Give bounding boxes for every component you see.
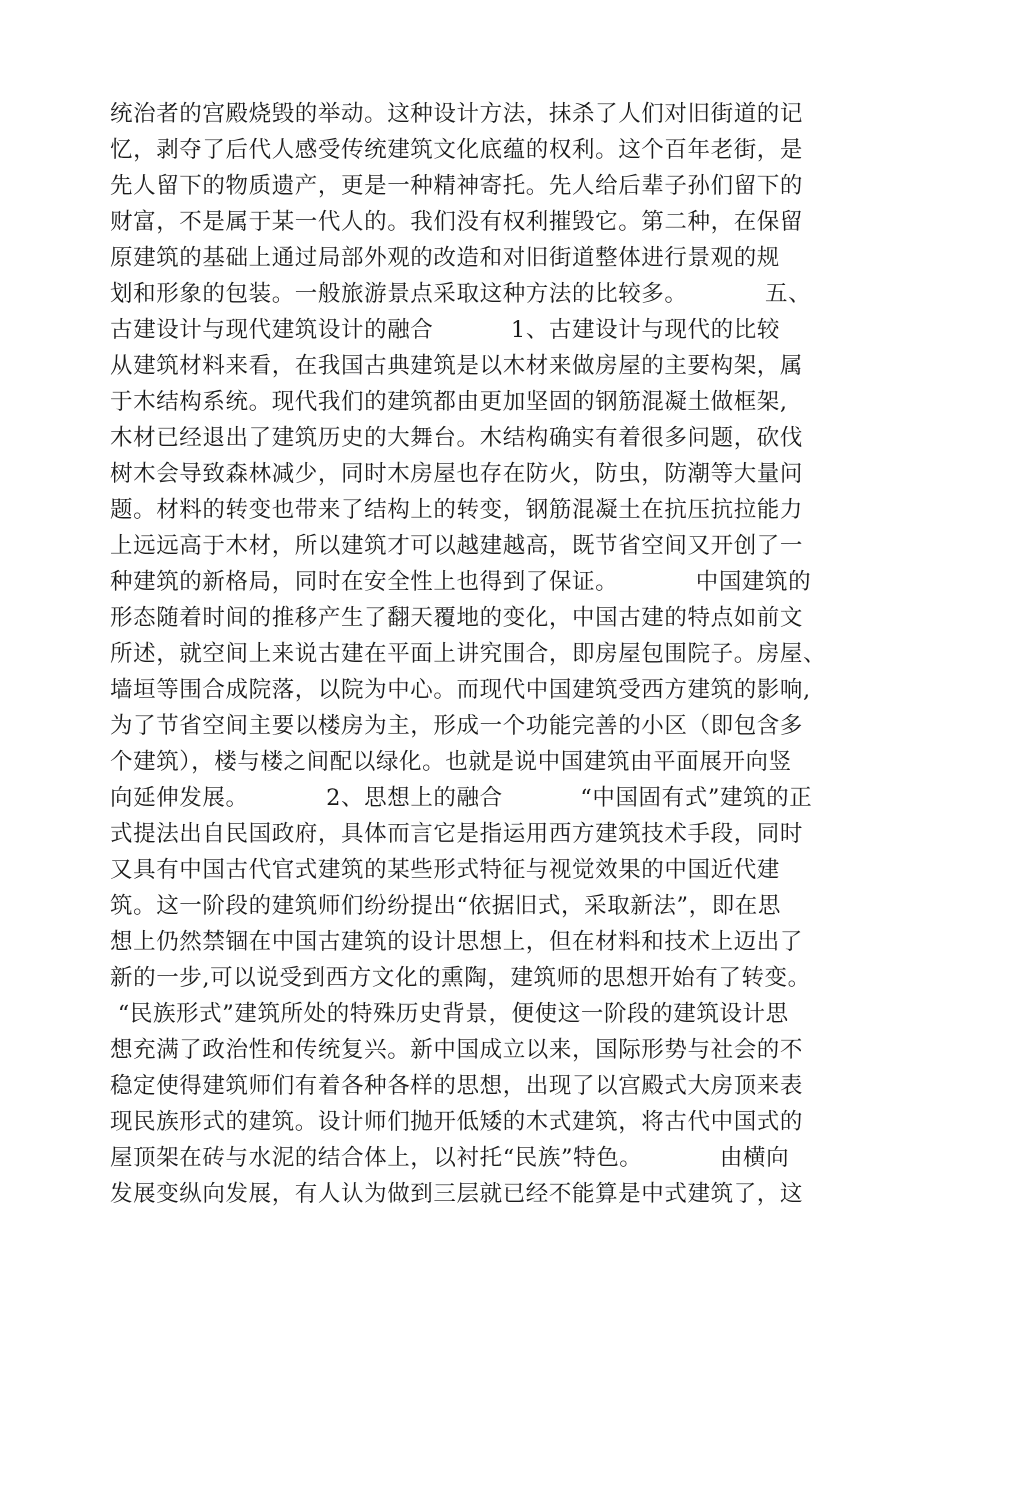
- text-line: 发展变纵向发展，有人认为做到三层就已经不能算是中式建筑了，这: [110, 1181, 804, 1207]
- text-line: 新的一步,可以说受到西方文化的熏陶，建筑师的思想开始有了转变。: [110, 965, 811, 991]
- text-line: 筑。这一阶段的建筑师们纷纷提出“依据旧式，采取新法”，即在思: [110, 893, 782, 919]
- text-line: 向延伸发展。 2、思想上的融合 “中国固有式”建筑的正: [110, 785, 813, 811]
- body-text: [110, 96, 930, 1212]
- text-line: 屋顶架在砖与水泥的结合体上，以衬托“民族”特色。 由横向: [110, 1145, 790, 1171]
- text-line: 题。材料的转变也带来了结构上的转变，钢筋混凝土在抗压抗拉能力: [110, 497, 804, 523]
- text-line: 稳定使得建筑师们有着各种各样的思想，出现了以宫殿式大房顶来表: [110, 1073, 804, 1099]
- text-line: 树木会导致森林减少，同时木房屋也存在防火，防虫，防潮等大量问: [110, 461, 804, 487]
- text-line: 所述，就空间上来说古建在平面上讲究围合，即房屋包围院子。房屋、: [110, 641, 827, 667]
- text-line: 忆，剥夺了后代人感受传统建筑文化底蕴的权利。这个百年老街，是: [110, 137, 804, 163]
- text-line: 木材已经退出了建筑历史的大舞台。木结构确实有着很多问题，砍伐: [110, 425, 804, 451]
- text-line: 想上仍然禁锢在中国古建筑的设计思想上，但在材料和技术上迈出了: [110, 929, 804, 955]
- text-line: 统治者的宫殿烧毁的举动。这种设计方法，抹杀了人们对旧街道的记: [110, 101, 804, 127]
- text-line: 上远远高于木材，所以建筑才可以越建越高，既节省空间又开创了一: [110, 533, 804, 559]
- text-line: “民族形式”建筑所处的特殊历史背景，便使这一阶段的建筑设计思: [110, 1001, 789, 1027]
- text-line: 古建设计与现代建筑设计的融合 1、古建设计与现代的比较: [110, 317, 780, 343]
- text-line: 个建筑），楼与楼之间配以绿化。也就是说中国建筑由平面展开向竖: [110, 749, 792, 775]
- text-line: 式提法出自民国政府，具体而言它是指运用西方建筑技术手段，同时: [110, 821, 804, 847]
- text-line: 财富，不是属于某一代人的。我们没有权利摧毁它。第二种，在保留: [110, 209, 804, 235]
- text-line: 于木结构系统。现代我们的建筑都由更加坚固的钢筋混凝土做框架,: [110, 389, 788, 415]
- text-line: 又具有中国古代官式建筑的某些形式特征与视觉效果的中国近代建: [110, 857, 780, 883]
- text-line: 先人留下的物质遗产，更是一种精神寄托。先人给后辈子孙们留下的: [110, 173, 804, 199]
- text-line: 划和形象的包装。一般旅游景点采取这种方法的比较多。 五、: [110, 281, 812, 307]
- text-line: 从建筑材料来看，在我国古典建筑是以木材来做房屋的主要构架，属: [110, 353, 804, 379]
- text-line: 想充满了政治性和传统复兴。新中国成立以来，国际形势与社会的不: [110, 1037, 804, 1063]
- text-line: 现民族形式的建筑。设计师们抛开低矮的木式建筑，将古代中国式的: [110, 1109, 804, 1135]
- text-line: 形态随着时间的推移产生了翻天覆地的变化，中国古建的特点如前文: [110, 605, 804, 631]
- text-line: 墙垣等围合成院落，以院为中心。而现代中国建筑受西方建筑的影响,: [110, 677, 811, 703]
- text-line: 种建筑的新格局，同时在安全性上也得到了保证。 中国建筑的: [110, 569, 812, 595]
- text-line: 原建筑的基础上通过局部外观的改造和对旧街道整体进行景观的规: [110, 245, 780, 271]
- text-line: 为了节省空间主要以楼房为主，形成一个功能完善的小区（即包含多: [110, 713, 804, 739]
